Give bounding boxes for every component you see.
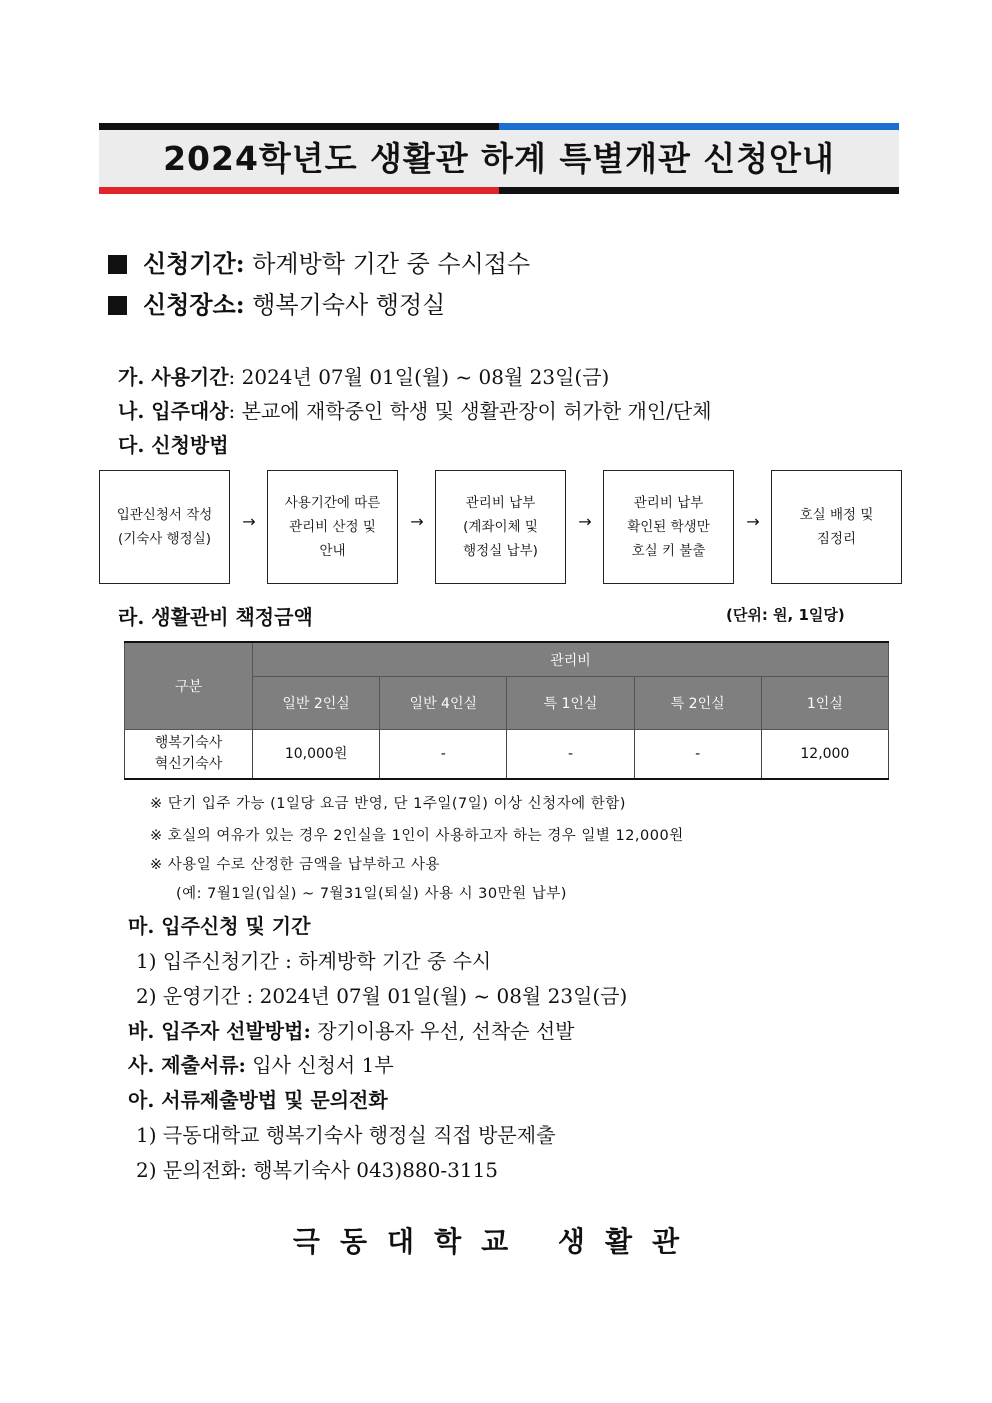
- note-line: ※ 사용일 수로 산정한 금액을 납부하고 사용: [150, 857, 440, 873]
- fee-table: [124, 641, 889, 780]
- group-header: 관리비: [253, 642, 889, 677]
- section-ma-item: 1) 입주신청기간 : 하계방학 기간 중 수시: [136, 949, 492, 973]
- row-label: 행복기숙사 혁신기숙사: [125, 730, 253, 780]
- table-cell: -: [507, 730, 634, 780]
- page-title: 2024학년도 생활관 하계 특별개관 신청안내: [163, 139, 835, 178]
- banner-top-black-bar: [99, 123, 499, 130]
- table-cell: -: [634, 730, 761, 780]
- table-cell: 10,000원: [253, 730, 380, 780]
- section-ba: 바. 입주자 선발방법: 장기이용자 우선, 선착순 선발: [128, 1019, 575, 1043]
- table-cell: -: [380, 730, 507, 780]
- flow-arrow-icon: →: [242, 512, 256, 531]
- section-da-method: 다. 신청방법: [118, 433, 229, 457]
- flow-arrow-icon: →: [746, 512, 760, 531]
- section-ma-item: 2) 운영기간 : 2024년 07월 01일(월) ~ 08월 23일(금): [136, 984, 628, 1008]
- bullet-application-place: 신청장소: 행복기숙사 행정실: [108, 285, 445, 320]
- bullet-application-period: 신청기간: 하계방학 기간 중 수시접수: [108, 244, 530, 279]
- table-cell: 12,000: [761, 730, 888, 780]
- section-a-item: 2) 문의전화: 행복기숙사 043)880-3115: [136, 1158, 499, 1182]
- banner-bottom-black-bar: [499, 187, 899, 194]
- note-line: ※ 단기 입주 가능 (1일당 요금 반영, 단 1주일(7일) 이상 신청자에 한함): [150, 796, 626, 812]
- table-row: [125, 730, 889, 780]
- banner-bottom-red-bar: [99, 187, 499, 194]
- flow-arrow-icon: →: [410, 512, 424, 531]
- flow-step-1: 입관신청서 작성 (기숙사 행정실): [99, 470, 230, 584]
- section-ma: 마. 입주신청 및 기간: [128, 914, 311, 938]
- square-bullet-icon: [108, 296, 127, 315]
- square-bullet-icon: [108, 255, 127, 274]
- column-header: 일반 2인실: [253, 677, 380, 730]
- flow-step-4: 관리비 납부 확인된 학생만 호실 키 불출: [603, 470, 734, 584]
- column-header: 특 2인실: [634, 677, 761, 730]
- section-ga-period: 가. 사용기간: 2024년 07월 01일(월) ~ 08월 23일(금): [118, 365, 610, 389]
- row-header: 구분: [125, 642, 253, 730]
- flow-step-2: 사용기간에 따른 관리비 산정 및 안내: [267, 470, 398, 584]
- unit-label: (단위: 원, 1일당): [726, 606, 845, 624]
- section-ra-fees: 라. 생활관비 책정금액: [118, 605, 313, 629]
- note-line: ※ 호실의 여유가 있는 경우 2인실을 1인이 사용하고자 하는 경우 일별 12,000원: [150, 828, 684, 844]
- banner-top-blue-bar: [499, 123, 899, 130]
- column-header: 1인실: [761, 677, 888, 730]
- section-sa: 사. 제출서류: 입사 신청서 1부: [128, 1053, 394, 1077]
- flow-step-3: 관리비 납부 (계좌이체 및 행정실 납부): [435, 470, 566, 584]
- column-header: 일반 4인실: [380, 677, 507, 730]
- column-header: 특 1인실: [507, 677, 634, 730]
- section-na-target: 나. 입주대상: 본교에 재학중인 학생 및 생활관장이 허가한 개인/단체: [118, 399, 712, 423]
- flow-arrow-icon: →: [578, 512, 592, 531]
- note-line: (예: 7월1일(입실) ~ 7월31일(퇴실) 사용 시 30만원 납부): [176, 886, 567, 902]
- section-a: 아. 서류제출방법 및 문의전화: [128, 1088, 388, 1112]
- footer-org-name: 극동대학교 생활관: [292, 1225, 700, 1258]
- section-a-item: 1) 극동대학교 행복기숙사 행정실 직접 방문제출: [136, 1123, 556, 1147]
- flow-step-5: 호실 배정 및 짐정리: [771, 470, 902, 584]
